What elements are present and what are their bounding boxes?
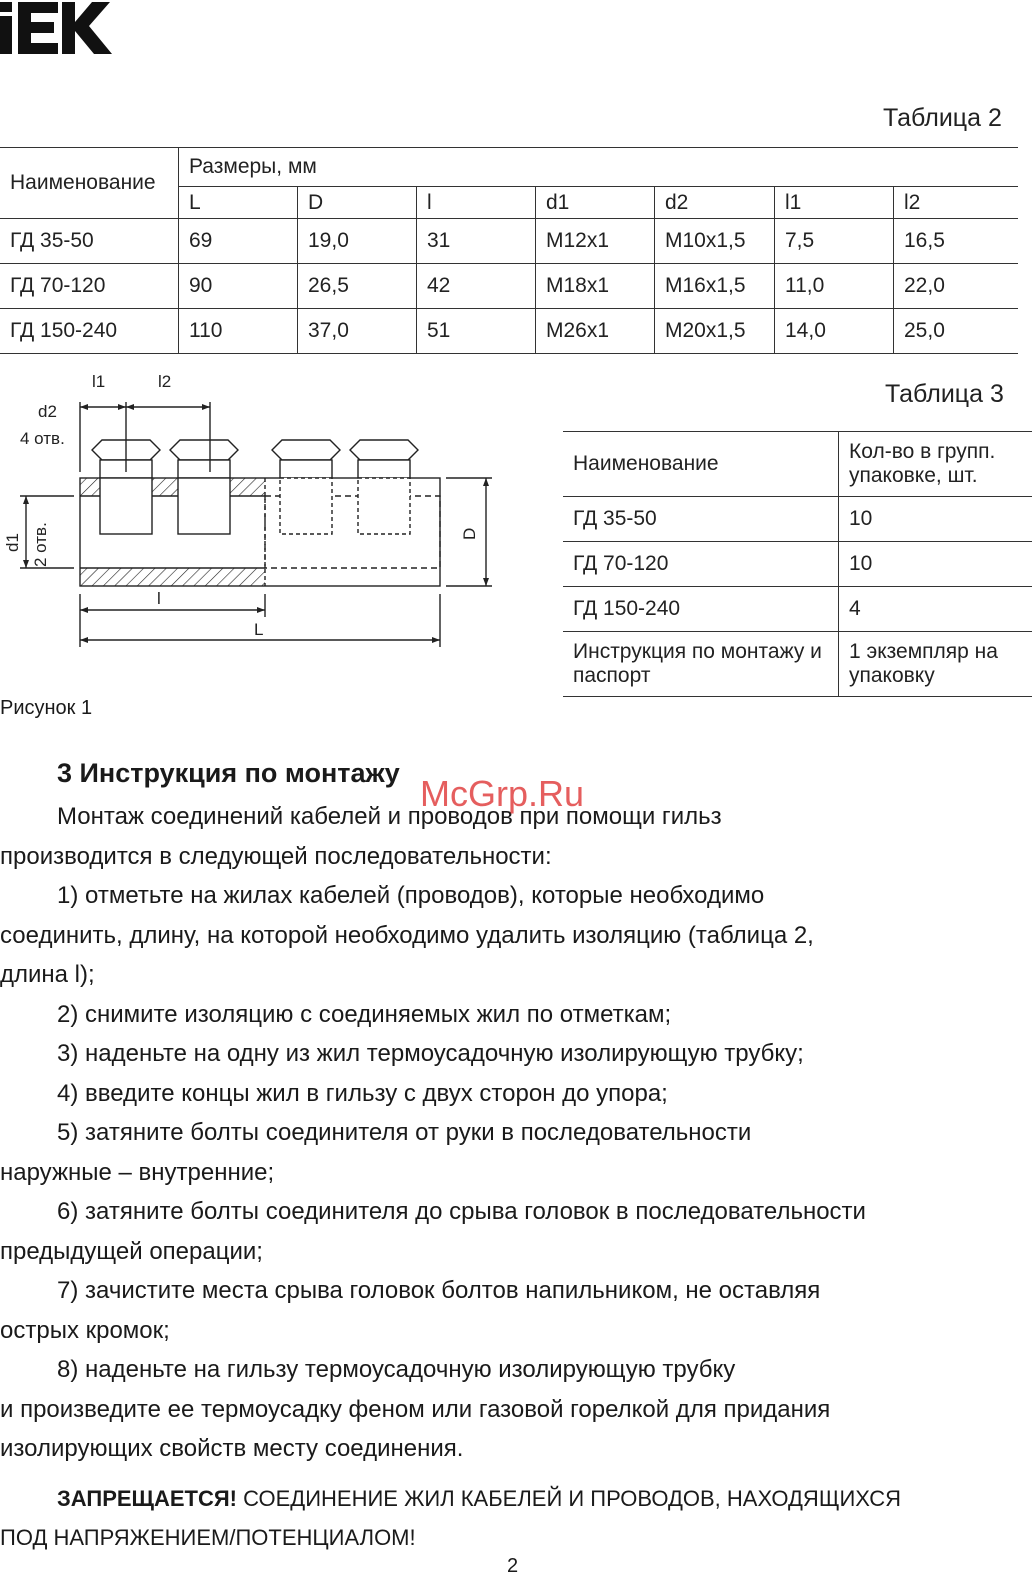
- warning-label: ЗАПРЕЩАЕТСЯ!: [57, 1486, 237, 1511]
- paragraph-line: 8) наденьте на гильзу термоусадочную изолирующую трубку: [57, 1356, 736, 1383]
- paragraph-line: производится в следующей последовательности:: [0, 843, 552, 870]
- table2-title: Таблица 2: [883, 104, 1002, 132]
- table-cell: M26x1: [536, 309, 655, 354]
- table-cell: 110: [179, 309, 298, 354]
- table-cell: 42: [417, 264, 536, 309]
- label-4-holes: 4 отв.: [20, 429, 65, 448]
- table2-col-header: l1: [775, 187, 894, 219]
- table-row: [563, 432, 1032, 497]
- table-cell: M18x1: [536, 264, 655, 309]
- table-cell: 7,5: [775, 219, 894, 264]
- paragraph-line: Монтаж соединений кабелей и проводов при помощи гильз: [57, 803, 722, 830]
- page-number: 2: [507, 1555, 519, 1577]
- table-cell: 4: [839, 587, 1032, 632]
- table-row: [563, 587, 1032, 632]
- table2-col-header: d2: [655, 187, 775, 219]
- table-cell: ГД 35-50: [563, 497, 839, 542]
- table-cell: 31: [417, 219, 536, 264]
- table-cell: 51: [417, 309, 536, 354]
- table-cell: 37,0: [298, 309, 417, 354]
- table2-col-header: l: [417, 187, 536, 219]
- label-2-holes: 2 отв.: [31, 522, 50, 567]
- table-cell: 16,5: [894, 219, 1019, 264]
- table-row: [563, 632, 1032, 697]
- table-cell: 25,0: [894, 309, 1019, 354]
- label-l1: l1: [92, 372, 106, 391]
- table-cell: M20x1,5: [655, 309, 775, 354]
- table3-header-qty: Кол-во в групп. упаковке, шт.: [839, 432, 1032, 497]
- table-row: [563, 497, 1032, 542]
- label-l2: l2: [158, 372, 172, 391]
- paragraph-line: 3) наденьте на одну из жил термоусадочную изолирующую трубку;: [57, 1040, 804, 1067]
- table-cell: 10: [839, 497, 1032, 542]
- table-cell: ГД 35-50: [0, 219, 179, 264]
- table2-name-header: Наименование: [0, 148, 179, 219]
- warning-text: ЗАПРЕЩАЕТСЯ! СОЕДИНЕНИЕ ЖИЛ КАБЕЛЕЙ И ПРОВОДОВ, НАХОДЯЩИХСЯ ПОД НАПРЯЖЕНИЕМ/ПОТЕНЦИАЛОМ!: [0, 1486, 901, 1550]
- table-row: [0, 309, 1018, 354]
- table-row: [563, 542, 1032, 587]
- table3-packaging: [563, 431, 1032, 697]
- label-D: D: [460, 527, 479, 540]
- table-cell: ГД 70-120: [0, 264, 179, 309]
- table3-title: Таблица 3: [885, 380, 1004, 408]
- table-cell: 90: [179, 264, 298, 309]
- table-cell: Инструкция по монтажу и паспорт: [563, 632, 839, 697]
- label-l: l: [157, 589, 161, 608]
- label-L: L: [254, 620, 264, 639]
- table3-header-name: Наименование: [563, 432, 839, 497]
- paragraph-line: 4) введите концы жил в гильзу с двух сторон до упора;: [57, 1080, 668, 1107]
- paragraph-line: предыдущей операции;: [0, 1238, 263, 1265]
- table-cell: 22,0: [894, 264, 1019, 309]
- table-cell: 10: [839, 542, 1032, 587]
- table2-col-header: D: [298, 187, 417, 219]
- table-cell: M10x1,5: [655, 219, 775, 264]
- paragraph-line: и произведите ее термоусадку феном или газовой горелкой для придания: [0, 1396, 831, 1423]
- table-cell: 14,0: [775, 309, 894, 354]
- table-cell: 19,0: [298, 219, 417, 264]
- label-d1: d1: [3, 533, 22, 552]
- paragraph-line: изолирующих свойств месту соединения.: [0, 1435, 464, 1462]
- table-cell: 1 экземпляр на упаковку: [839, 632, 1032, 697]
- table-cell: M16x1,5: [655, 264, 775, 309]
- paragraph-line: 2) снимите изоляцию с соединяемых жил по отметкам;: [57, 1001, 672, 1028]
- table2-col-header: L: [179, 187, 298, 219]
- paragraph-line: наружные – внутренние;: [0, 1159, 275, 1186]
- section-title: 3 Инструкция по монтажу: [57, 758, 400, 788]
- table2-col-header: l2: [894, 187, 1019, 219]
- watermark: McGrp.Ru: [420, 773, 585, 814]
- table-cell: 11,0: [775, 264, 894, 309]
- paragraph-line: 1) отметьте на жилах кабелей (проводов), которые необходимо: [57, 882, 765, 909]
- table-cell: 26,5: [298, 264, 417, 309]
- paragraph-line: острых кромок;: [0, 1317, 170, 1344]
- table2-dimensions: [0, 147, 1018, 354]
- table-cell: ГД 150-240: [0, 309, 179, 354]
- table-row: [0, 264, 1018, 309]
- table-cell: M12x1: [536, 219, 655, 264]
- iek-logo: [0, 2, 112, 54]
- paragraph-line: 7) зачистите места срыва головок болтов напильником, не оставляя: [57, 1277, 821, 1304]
- table2-dims-header: Размеры, мм: [179, 148, 1019, 187]
- table-cell: ГД 150-240: [563, 587, 839, 632]
- paragraph-line: соединить, длину, на которой необходимо удалить изоляцию (таблица 2,: [0, 922, 814, 949]
- table2-col-header: d1: [536, 187, 655, 219]
- label-d2: d2: [38, 402, 57, 421]
- table-cell: 69: [179, 219, 298, 264]
- paragraph-line: 6) затяните болты соединителя до срыва головок в последовательности: [57, 1198, 866, 1225]
- connector-drawing: [0, 372, 500, 672]
- table-cell: ГД 70-120: [563, 542, 839, 587]
- paragraph-line: 5) затяните болты соединителя от руки в последовательности: [57, 1119, 752, 1146]
- table-row: [0, 219, 1018, 264]
- paragraph-line: длина l);: [0, 961, 95, 988]
- figure-caption: Рисунок 1: [0, 697, 93, 719]
